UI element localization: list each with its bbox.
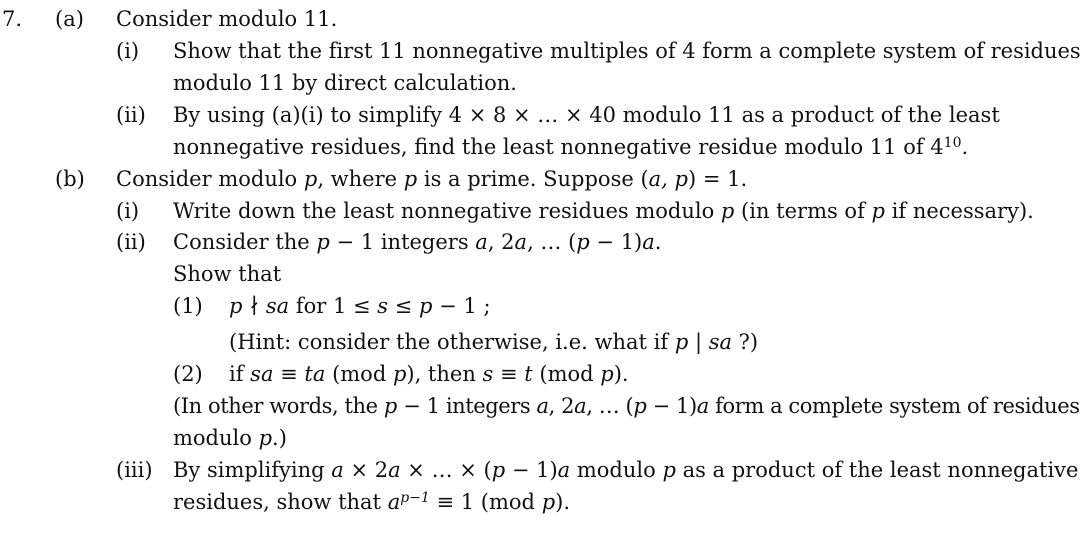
part-b-ii-line1: Consider the p − 1 integers a, 2a, … (p − 1)a. <box>173 230 662 254</box>
part-b-ii-1-label: (1) <box>173 294 203 318</box>
exponent: 10 <box>943 135 962 151</box>
exponent: p−1 <box>400 490 430 506</box>
part-a-ii-label: (ii) <box>116 103 146 127</box>
part-a-i-line2: modulo 11 by direct calculation. <box>173 71 517 95</box>
question-number: 7. <box>2 7 23 31</box>
show-that: Show that <box>173 262 282 286</box>
part-a-label: (a) <box>55 7 84 31</box>
note-line2: modulo p.) <box>173 426 287 450</box>
part-b-iii-line1: By simplifying a × 2a × … × (p − 1)a modulo p as a product of the least nonnegative <box>173 458 1079 482</box>
part-b-label: (b) <box>55 167 85 191</box>
part-b-ii-2-label: (2) <box>173 362 203 386</box>
part-a-i-line1: Show that the first 11 nonnegative multiples of 4 form a complete system of residues <box>173 39 1081 63</box>
part-a-ii-line1: By using (a)(i) to simplify 4 × 8 × … × 40 modulo 11 as a product of the least <box>173 103 1000 127</box>
part-b-iii-label: (iii) <box>116 458 153 482</box>
part-b-i-label: (i) <box>116 199 140 223</box>
part-a-heading: Consider modulo 11. <box>116 7 338 31</box>
part-b-i-text: Write down the least nonnegative residues modulo p (in terms of p if necessary). <box>173 199 1034 223</box>
note-line1: (In other words, the p − 1 integers a, 2a, … (p − 1)a form a complete system of residues <box>173 394 1080 418</box>
part-a-i-label: (i) <box>116 39 140 63</box>
part-b-ii-label: (ii) <box>116 230 146 254</box>
part-b-heading: Consider modulo p, where p is a prime. Suppose (a, p) = 1. <box>116 167 748 191</box>
part-b-ii-1-text: p ∤ sa for 1 ≤ s ≤ p − 1 ; <box>229 294 491 318</box>
part-a-ii-line2: nonnegative residues, find the least nonnegative residue modulo 11 of $4^{10}$. <box>173 135 969 159</box>
hint-text: (Hint: consider the otherwise, i.e. what if p | sa ?) <box>229 330 759 354</box>
part-b-iii-line2: residues, show that $a^{p-1} \equiv 1$ (mod p). <box>173 490 571 514</box>
part-b-ii-2-text: if sa ≡ ta (mod p), then s ≡ t (mod p). <box>229 362 629 386</box>
